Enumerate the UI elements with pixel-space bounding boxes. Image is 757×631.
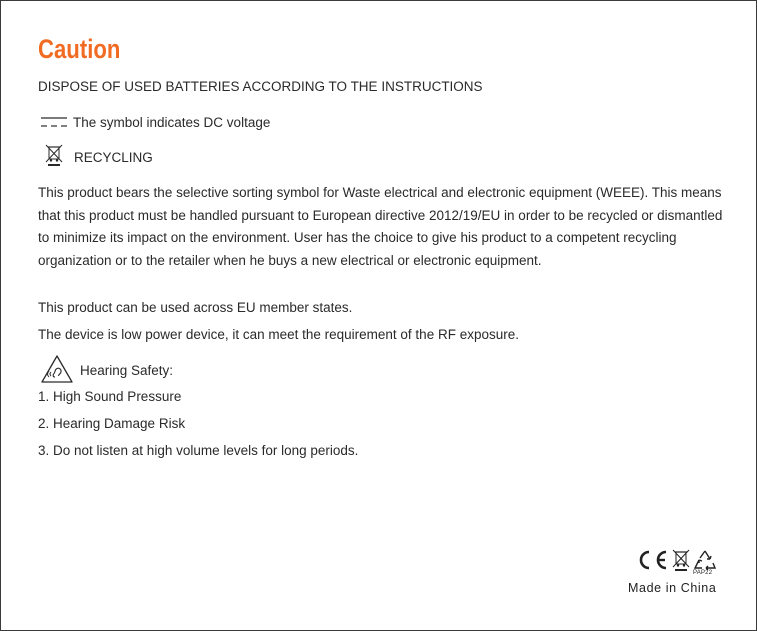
crossed-bin-icon bbox=[45, 144, 63, 166]
hearing-item: 1. High Sound Pressure bbox=[38, 389, 182, 404]
ce-mark-icon bbox=[635, 549, 669, 571]
hearing-warning-icon bbox=[40, 354, 74, 384]
made-in-label: Made in China bbox=[628, 581, 717, 595]
compliance-marks bbox=[635, 549, 717, 579]
hearing-item: 3. Do not listen at high volume levels for long periods. bbox=[38, 443, 359, 458]
eu-statement: This product can be used across EU member states. bbox=[38, 300, 353, 315]
recycling-label: RECYCLING bbox=[74, 150, 153, 165]
pap-code: PAP22 bbox=[693, 570, 713, 576]
recycle-mark bbox=[693, 549, 717, 579]
hearing-item: 2. Hearing Damage Risk bbox=[38, 416, 186, 431]
crossed-bin-icon bbox=[672, 549, 690, 571]
recycle-icon bbox=[693, 549, 717, 571]
weee-paragraph: This product bears the selective sorting symbol for Waste electrical and electronic equipment (WEEE). This means that this product must be handled pursuant to European directive 2012/19/EU in order to be recycled or dismantled to minimize its impact on the environment. User has the choice to give his product to a competent recycling organization or to the retailer when he buys a new electrical or electronic equipment. bbox=[38, 185, 723, 268]
hearing-safety-title: Hearing Safety: bbox=[80, 363, 174, 378]
dc-voltage-label: The symbol indicates DC voltage bbox=[73, 115, 271, 130]
dc-voltage-icon bbox=[40, 115, 68, 129]
rf-statement: The device is low power device, it can meet the requirement of the RF exposure. bbox=[38, 327, 519, 342]
page-title: Caution bbox=[38, 34, 121, 64]
battery-instruction: DISPOSE OF USED BATTERIES ACCORDING TO THE INSTRUCTIONS bbox=[38, 79, 483, 94]
